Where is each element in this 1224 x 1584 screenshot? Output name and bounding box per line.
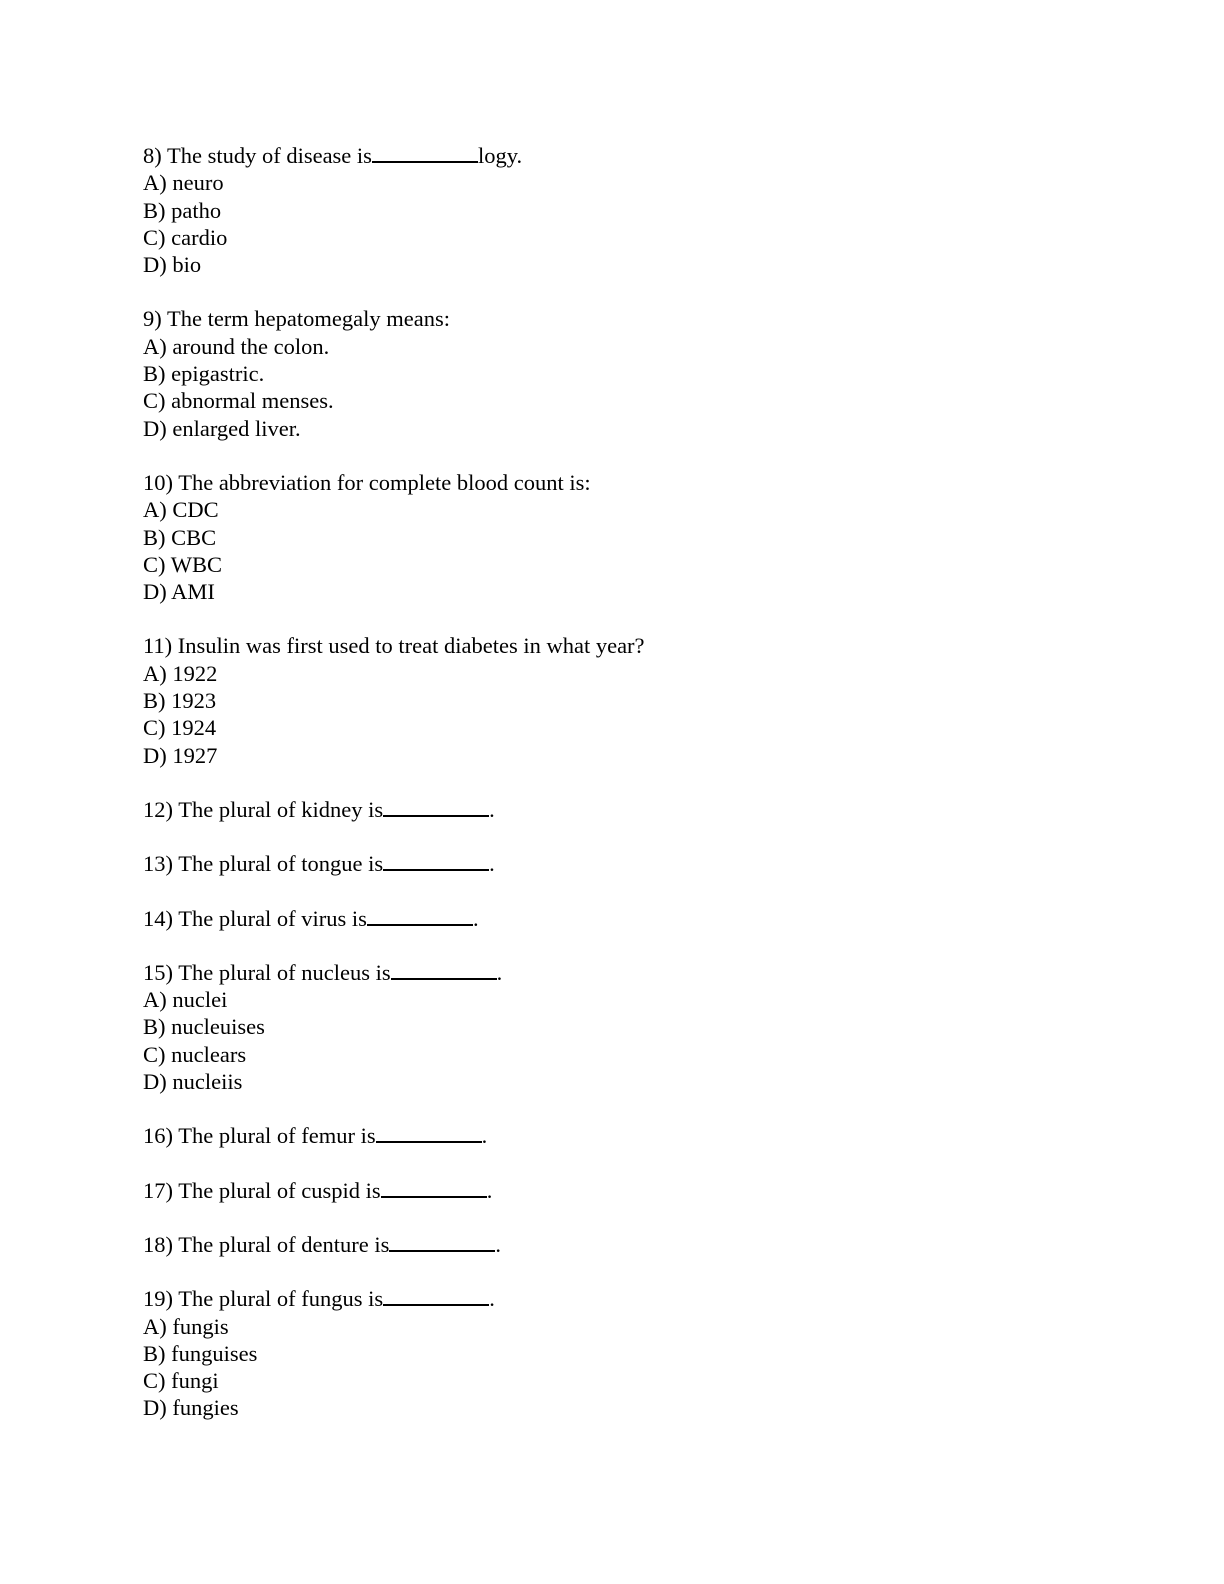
question-text: The plural of femur is (178, 1123, 376, 1149)
answer-blank (372, 143, 478, 163)
question-12 (143, 796, 1103, 823)
answer-option: D) 1927 (143, 742, 218, 768)
question-text: The abbreviation for complete blood count is: (178, 469, 591, 495)
question-text: The plural of nucleus is (178, 959, 391, 985)
answer-option: B) epigastric. (143, 361, 265, 387)
answer-option: A) CDC (143, 497, 219, 523)
answer-option: D) nucleiis (143, 1069, 243, 1095)
answer-option: C) cardio (143, 224, 228, 250)
answer-blank (391, 960, 497, 980)
question-stem (143, 469, 1103, 496)
answer-option: A) fungis (143, 1313, 229, 1339)
answer-option: A) 1922 (143, 660, 218, 686)
question-8 (143, 142, 1103, 278)
question-number: 15) (143, 959, 173, 985)
answer-option: C) 1924 (143, 715, 217, 741)
answer-blank (381, 1178, 487, 1198)
question-text-after: . (489, 851, 495, 877)
answer-blank (383, 1286, 489, 1306)
question-stem (143, 850, 1103, 877)
question-number: 17) (143, 1177, 173, 1203)
question-13 (143, 850, 1103, 877)
answer-option: B) nucleuises (143, 1014, 265, 1040)
question-number: 9) (143, 306, 162, 332)
question-number: 8) (143, 143, 162, 168)
question-9 (143, 305, 1103, 441)
question-stem (143, 142, 1103, 169)
answer-blank (383, 851, 489, 871)
question-stem (143, 1285, 1103, 1312)
question-text-after: . (489, 796, 495, 822)
question-19 (143, 1285, 1103, 1421)
answer-option: D) AMI (143, 579, 215, 605)
question-text-after: . (489, 1286, 495, 1312)
answer-option: C) abnormal menses. (143, 388, 334, 414)
question-text: The plural of fungus is (178, 1286, 384, 1312)
question-text: The plural of kidney is (178, 796, 384, 822)
answer-option: D) fungies (143, 1395, 239, 1421)
question-number: 13) (143, 851, 173, 877)
question-stem (143, 796, 1103, 823)
question-10 (143, 469, 1103, 605)
question-text: The study of disease is (166, 143, 372, 168)
answer-option: B) CBC (143, 524, 217, 550)
answer-option: B) funguises (143, 1340, 258, 1366)
question-text-after: logy. (477, 143, 523, 168)
question-text-after: . (486, 1177, 493, 1203)
answer-option: C) nuclears (143, 1041, 247, 1067)
question-number: 18) (143, 1231, 173, 1257)
question-stem (143, 1231, 1103, 1258)
question-number: 10) (143, 469, 173, 495)
question-14 (143, 905, 1103, 932)
question-18 (143, 1231, 1103, 1258)
question-15 (143, 959, 1103, 1095)
question-text: The plural of tongue is (178, 851, 384, 877)
question-stem (143, 1177, 1103, 1204)
question-stem (143, 1122, 1103, 1149)
question-16 (143, 1122, 1103, 1149)
question-stem (143, 959, 1103, 986)
question-number: 11) (143, 633, 173, 659)
question-number: 19) (143, 1286, 173, 1312)
question-text: The plural of virus is (178, 905, 367, 931)
question-text: The plural of cuspid is (178, 1177, 381, 1203)
answer-blank (367, 906, 473, 926)
question-number: 12) (143, 796, 173, 822)
answer-blank (383, 797, 489, 817)
question-text: Insulin was first used to treat diabetes in what year? (177, 633, 645, 659)
answer-option: A) around the colon. (143, 333, 330, 359)
answer-option: A) neuro (143, 170, 224, 196)
answer-option: C) WBC (143, 551, 222, 577)
question-text: The term hepatomegaly means: (166, 306, 450, 332)
question-text-after: . (496, 959, 503, 985)
question-sheet (143, 142, 1103, 1449)
question-11 (143, 632, 1103, 768)
question-stem (143, 632, 1103, 659)
question-stem (143, 905, 1103, 932)
question-text-after: . (481, 1123, 488, 1149)
answer-option: A) nuclei (143, 987, 228, 1013)
answer-option: C) fungi (143, 1368, 219, 1394)
question-text: The plural of denture is (178, 1231, 390, 1257)
answer-option: D) enlarged liver. (143, 415, 301, 441)
question-text-after: . (495, 1231, 502, 1257)
question-text-after: . (472, 905, 479, 931)
question-number: 14) (143, 905, 173, 931)
answer-option: B) 1923 (143, 688, 217, 714)
answer-blank (376, 1123, 482, 1143)
answer-blank (389, 1232, 495, 1252)
answer-option: B) patho (143, 197, 222, 223)
answer-option: D) bio (143, 252, 202, 278)
question-stem (143, 305, 1103, 332)
question-number: 16) (143, 1123, 173, 1149)
question-17 (143, 1177, 1103, 1204)
